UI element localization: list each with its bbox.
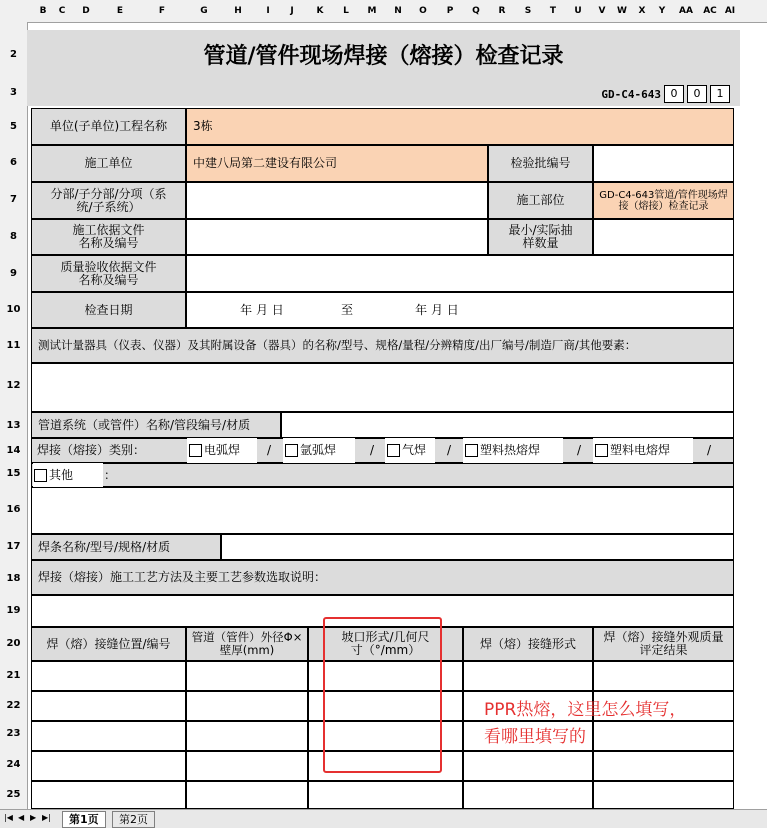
electrode-label: 焊条名称/型号/规格/材质 (31, 534, 221, 560)
basis-label: 施工依据文件名称及编号 (31, 219, 186, 255)
column-header[interactable]: AA (679, 6, 693, 16)
sample-value[interactable] (593, 219, 734, 255)
pipe-system-value[interactable] (281, 412, 734, 438)
table-cell[interactable] (463, 751, 593, 781)
table-header: 焊（熔）接缝形式 (463, 627, 593, 661)
column-header[interactable]: S (524, 6, 532, 16)
checkbox-icon[interactable] (595, 444, 608, 457)
row-header[interactable]: 18 (6, 573, 21, 584)
row-header[interactable]: 8 (10, 231, 17, 242)
page-title[interactable]: 管道/管件现场焊接（熔接）检查记录 (27, 30, 740, 82)
location-label: 施工部位 (488, 182, 593, 219)
row-header[interactable]: 21 (6, 670, 21, 681)
checkbox-argon-arc[interactable] (283, 438, 355, 463)
basis-value[interactable] (186, 219, 488, 255)
inspection-batch-value[interactable] (593, 145, 734, 182)
column-header[interactable]: I (266, 6, 270, 16)
column-header[interactable]: T (549, 6, 557, 16)
row-header[interactable]: 25 (6, 789, 21, 800)
column-header[interactable]: L (343, 6, 349, 16)
process-label: 焊接（熔接）施工工艺方法及主要工艺参数选取说明： (31, 560, 734, 595)
checkbox-icon[interactable] (465, 444, 478, 457)
weld-type-label: 焊接（熔接）类别： (37, 443, 146, 457)
column-header[interactable]: C (58, 6, 66, 16)
column-header[interactable]: AI (724, 6, 736, 16)
row-header[interactable]: 12 (6, 380, 21, 391)
separator: / (576, 443, 582, 457)
other-label: 其他 (49, 467, 74, 482)
acceptance-label: 质量验收依据文件名称及编号 (31, 255, 186, 292)
column-header[interactable]: E (116, 6, 124, 16)
separator: / (369, 443, 375, 457)
checkbox-icon[interactable] (285, 444, 298, 457)
tab-sheet-2[interactable]: 第2页 (112, 811, 155, 828)
division-label: 分部/子分部/分项（系统/子系统） (31, 182, 186, 219)
table-header: 焊（熔）接缝外观质量评定结果 (593, 627, 734, 661)
column-header[interactable]: N (394, 6, 402, 16)
row-header[interactable]: 24 (6, 759, 21, 770)
date-to[interactable]: 年 月 日 (415, 302, 459, 317)
row-header[interactable]: 11 (6, 340, 21, 351)
annotation-highlight-box (323, 617, 442, 773)
annotation-text-line1: PPR热熔，这里怎么填写， (484, 700, 687, 720)
division-value[interactable] (186, 182, 488, 219)
table-cell[interactable] (31, 661, 186, 691)
table-cell[interactable] (593, 661, 734, 691)
table-cell[interactable] (593, 751, 734, 781)
table-cell[interactable] (186, 751, 308, 781)
column-header[interactable]: H (234, 6, 242, 16)
column-header[interactable]: U (574, 6, 582, 16)
doc-number-box[interactable]: 1 (710, 85, 730, 103)
separator: / (446, 443, 452, 457)
table-cell[interactable] (186, 691, 308, 721)
date-to-label: 至 (340, 302, 353, 317)
row-header[interactable]: 9 (10, 268, 17, 279)
row-header[interactable]: 16 (6, 504, 21, 515)
checkbox-icon[interactable] (387, 444, 400, 457)
construction-unit-label: 施工单位 (31, 145, 186, 182)
column-header-bar (0, 0, 767, 23)
checkbox-other[interactable] (33, 463, 103, 487)
weld-type-option: 电弧焊 (204, 443, 241, 457)
unit-project-value[interactable]: 3栋 (186, 108, 734, 145)
table-cell[interactable] (463, 781, 593, 809)
tab-sheet-1[interactable]: 第1页 (62, 811, 106, 828)
table-header: 焊（熔）接缝位置/编号 (31, 627, 186, 661)
acceptance-value[interactable] (186, 255, 734, 292)
checkbox-gas-weld[interactable] (385, 438, 435, 463)
row-header[interactable]: 10 (6, 304, 21, 315)
last-sheet-icon[interactable]: ▶| (42, 813, 51, 822)
column-header[interactable]: AC (703, 6, 717, 16)
row-header[interactable]: 7 (10, 194, 17, 205)
separator: / (266, 443, 272, 457)
unit-project-label: 单位(子单位)工程名称 (31, 108, 186, 145)
other-row (31, 463, 734, 487)
column-header[interactable]: K (316, 6, 324, 16)
checkbox-icon[interactable] (34, 469, 47, 482)
column-header[interactable]: P (446, 6, 454, 16)
table-cell[interactable] (31, 691, 186, 721)
table-header: 管道（管件）外径Φ×壁厚(mm) (186, 627, 308, 661)
next-sheet-icon[interactable]: ▶ (30, 813, 37, 822)
row-header[interactable]: 14 (6, 445, 21, 456)
row-header[interactable]: 5 (10, 121, 17, 132)
column-header[interactable]: G (200, 6, 208, 16)
column-header[interactable]: Q (472, 6, 480, 16)
column-header[interactable]: W (617, 6, 627, 16)
electrode-value[interactable] (221, 534, 734, 560)
checkbox-plastic-hot-melt[interactable] (463, 438, 563, 463)
instruments-label: 测试计量器具（仪表、仪器）及其附属设备（器具）的名称/型号、规格/量程/分辨精度/出厂编号/制造厂商/其他要素： (31, 328, 734, 363)
column-header[interactable]: R (498, 6, 506, 16)
annotation-text-line2: 看哪里填写的 (484, 727, 586, 747)
checkbox-electric-arc[interactable] (187, 438, 257, 463)
first-sheet-icon[interactable]: |◀ (4, 813, 13, 822)
weld-type-option: 气焊 (402, 443, 427, 457)
checkbox-icon[interactable] (189, 444, 202, 457)
row-header[interactable]: 6 (10, 157, 17, 168)
table-cell[interactable] (31, 781, 186, 809)
table-cell[interactable] (31, 721, 186, 751)
doc-number-box[interactable]: 0 (687, 85, 707, 103)
table-cell[interactable] (31, 751, 186, 781)
sheet-tab-bar (0, 809, 767, 828)
table-cell[interactable] (308, 781, 463, 809)
table-cell[interactable] (593, 781, 734, 809)
table-cell[interactable] (593, 721, 734, 751)
column-header[interactable]: J (290, 6, 294, 16)
doc-number-box[interactable]: 0 (664, 85, 684, 103)
weld-type-option: 氩弧焊 (300, 443, 337, 457)
table-cell[interactable] (186, 661, 308, 691)
row-header[interactable]: 2 (10, 49, 17, 60)
weld-type-option: 塑料电熔焊 (610, 443, 671, 457)
row-header[interactable]: 22 (6, 700, 21, 711)
prev-sheet-icon[interactable]: ◀ (18, 813, 25, 822)
date-from[interactable]: 年 月 日 (240, 302, 284, 317)
separator: / (706, 443, 712, 457)
inspection-batch-label: 检验批编号 (488, 145, 593, 182)
row-header[interactable]: 20 (6, 638, 21, 649)
doc-code: GD-C4-643 (601, 87, 661, 101)
row-header-bar (0, 22, 28, 809)
sample-label: 最小/实际抽样数量 (488, 219, 593, 255)
construction-unit-value[interactable]: 中建八局第二建设有限公司 (186, 145, 488, 182)
doc-code-row[interactable] (27, 82, 740, 106)
checkbox-plastic-electrofusion[interactable] (593, 438, 693, 463)
column-header[interactable]: Y (658, 6, 666, 16)
other-colon: ： (103, 467, 116, 482)
column-header[interactable]: O (419, 6, 427, 16)
column-header[interactable]: V (598, 6, 606, 16)
other-value[interactable] (31, 487, 734, 534)
row-header[interactable]: 19 (6, 605, 21, 616)
instruments-value[interactable] (31, 363, 734, 412)
column-header[interactable]: B (39, 6, 47, 16)
row-header[interactable]: 3 (10, 87, 17, 98)
location-value[interactable]: GD-C4-643管道/管件现场焊接（熔接）检查记录 (593, 182, 734, 219)
date-label: 检查日期 (31, 292, 186, 328)
column-header[interactable]: X (638, 6, 646, 16)
column-header[interactable]: F (158, 6, 166, 16)
table-cell[interactable] (463, 661, 593, 691)
column-header[interactable]: M (367, 6, 377, 16)
row-header[interactable]: 23 (6, 728, 21, 739)
row-header[interactable]: 15 (6, 468, 21, 479)
table-cell[interactable] (186, 721, 308, 751)
weld-type-option: 塑料热熔焊 (480, 443, 541, 457)
row-header[interactable]: 13 (6, 420, 21, 431)
table-header: 坡口形式/几何尺寸（°/mm） (308, 627, 463, 661)
pipe-system-label: 管道系统（或管件）名称/管段编号/材质 (31, 412, 281, 438)
row-header[interactable]: 17 (6, 541, 21, 552)
column-header[interactable]: D (82, 6, 90, 16)
table-cell[interactable] (186, 781, 308, 809)
